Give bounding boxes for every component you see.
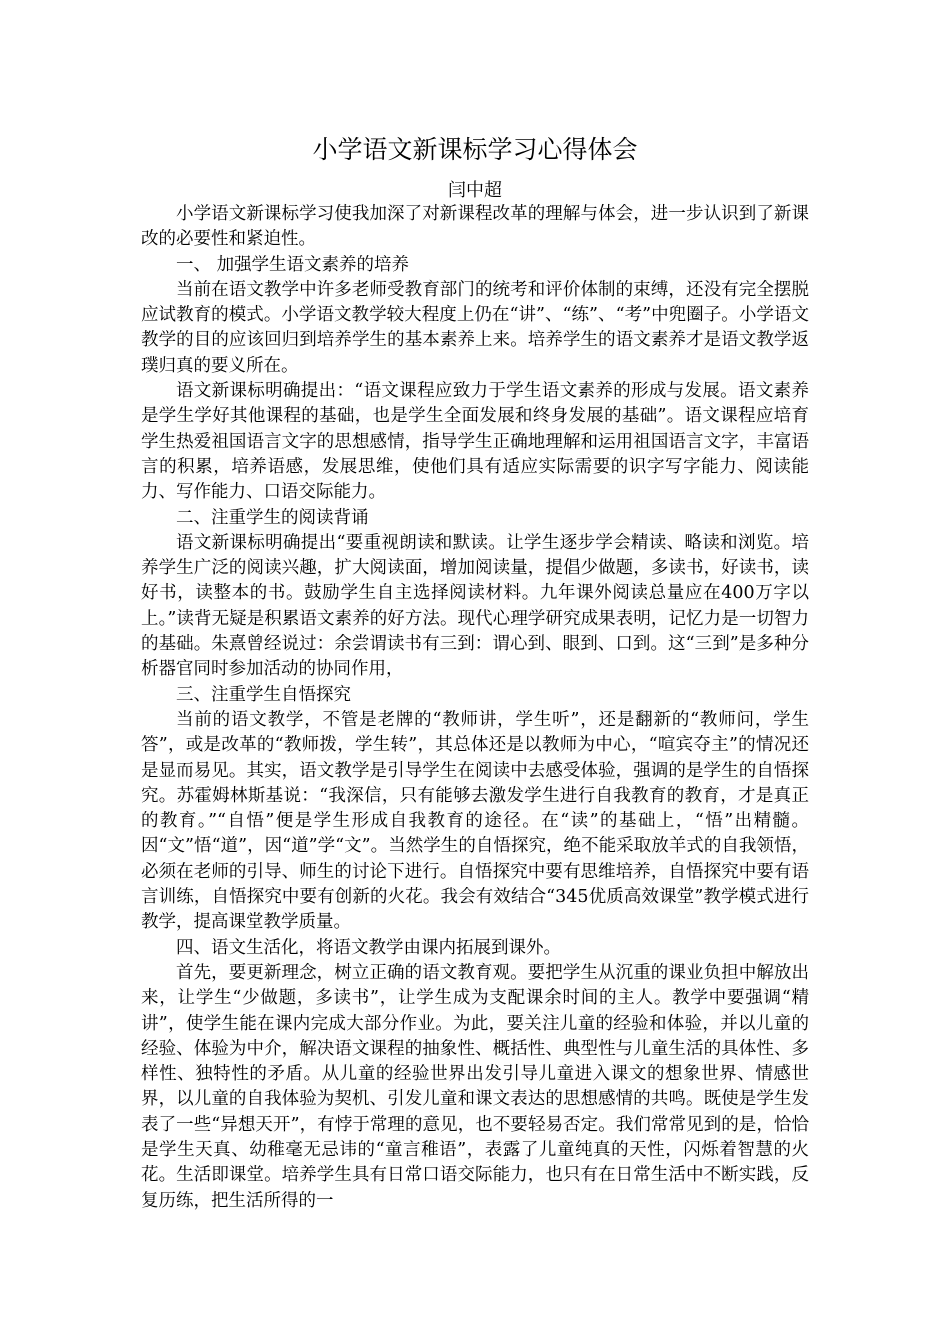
paragraph: 首先，要更新理念，树立正确的语文教育观。要把学生从沉重的课业负担中解放出来，让学生“少做题，多读书”，让学生成为支配课余时间的主人。教学中要强调“精讲”，使学生能在课内完成大部分作业。为此，要关注儿童的经验和体验，并以儿童的经验、体验为中介，解决语文课程的抽象性、概括性、典型性与儿童生活的具体性、多样性、独特性的矛盾。从儿童的经验世界出发引导儿童进入课文的想象世界、情感世界，以儿童的自我体验为契机、引发儿童和课文表达的思想感情的共鸣。既使是学生发表了一些“异想天开”，有悖于常理的意见，也不要轻易否定。我们常常见到的是，恰恰是学生天真、幼稚毫无忌讳的“童言稚语”，表露了儿童纯真的天性，闪烁着智慧的火花。生活即课堂。培养学生具有日常口语交际能力，也只有在日常生活中不断实践，反复历练，把生活所得的一 xyxy=(141,962,809,1211)
paragraph-intro: 小学语文新课标学习使我加深了对新课程改革的理解与体会，进一步认识到了新课改的必要性和紧迫性。 xyxy=(141,204,809,250)
section-heading-1: 一、 加强学生语文素养的培养 xyxy=(176,254,410,275)
paragraph: 当前在语文教学中许多老师受教育部门的统考和评价体制的束缚，还没有完全摆脱应试教育的模式。小学语文教学较大程度上仍在“讲”、“练”、“考”中兜圈子。小学语文教学的目的应该回归到培养学生的基本素养上来。培养学生的语文素养才是语文教学返璞归真的要义所在。 xyxy=(141,279,809,376)
paragraph: 语文新课标明确提出：“语文课程应致力于学生语文素养的形成与发展。语文素养是学生学好其他课程的基础，也是学生全面发展和终身发展的基础”。语文课程应培育学生热爱祖国语言文字的思想感情，指导学生正确地理解和运用祖国语言文字，丰富语言的积累，培养语感，发展思维，使他们具有适应实际需要的识字写字能力、阅读能力、写作能力、口语交际能力。 xyxy=(141,381,809,503)
paragraph: 语文新课标明确提出“要重视朗读和默读。让学生逐步学会精读、略读和浏览。培养学生广泛的阅读兴趣，扩大阅读面，增加阅读量，提倡少做题，多读书，好读书，读好书，读整本的书。鼓励学生自主选择阅读材料。九年课外阅读总量应在400万字以上。”读背无疑是积累语文素养的好方法。现代心理学研究成果表明，记忆力是一切智力的基础。朱熹曾经说过：余尝谓读书有三到：谓心到、眼到、口到。这“三到”是多种分析器官同时参加活动的协同作用， xyxy=(141,532,809,680)
section-heading-4: 四、语文生活化，将语文教学由课内拓展到课外。 xyxy=(176,937,561,958)
paragraph: 当前的语文教学，不管是老牌的“教师讲，学生听”，还是翻新的“教师问，学生答”，或是改革的“教师拨，学生转”，其总体还是以教师为中心，“喧宾夺主”的情况还是显而易见。其实，语文教学是引导学生在阅读中去感受体验，强调的是学生的自悟探究。苏霍姆林斯基说：“我深信，只有能够去激发学生进行自我教育的教育，才是真正的教育。”“自悟”便是学生形成自我教育的途径。在“读”的基础上，“悟”出精髓。因“文”悟“道”，因“道”学“文”。当然学生的自悟探究，绝不能采取放羊式的自我领悟，必须在老师的引导、师生的讨论下进行。自悟探究中要有思维培养，自悟探究中要有语言训练，自悟探究中要有创新的火花。我会有效结合“345优质高效课堂”教学模式进行教学，提高课堂教学质量。 xyxy=(141,709,809,933)
document-body xyxy=(141,202,809,1214)
document-author: 闫中超 xyxy=(448,180,502,201)
document-title: 小学语文新课标学习心得体会 xyxy=(312,135,638,164)
section-heading-2: 二、注重学生的阅读背诵 xyxy=(176,507,369,528)
section-heading-3: 三、注重学生自悟探究 xyxy=(176,684,351,705)
